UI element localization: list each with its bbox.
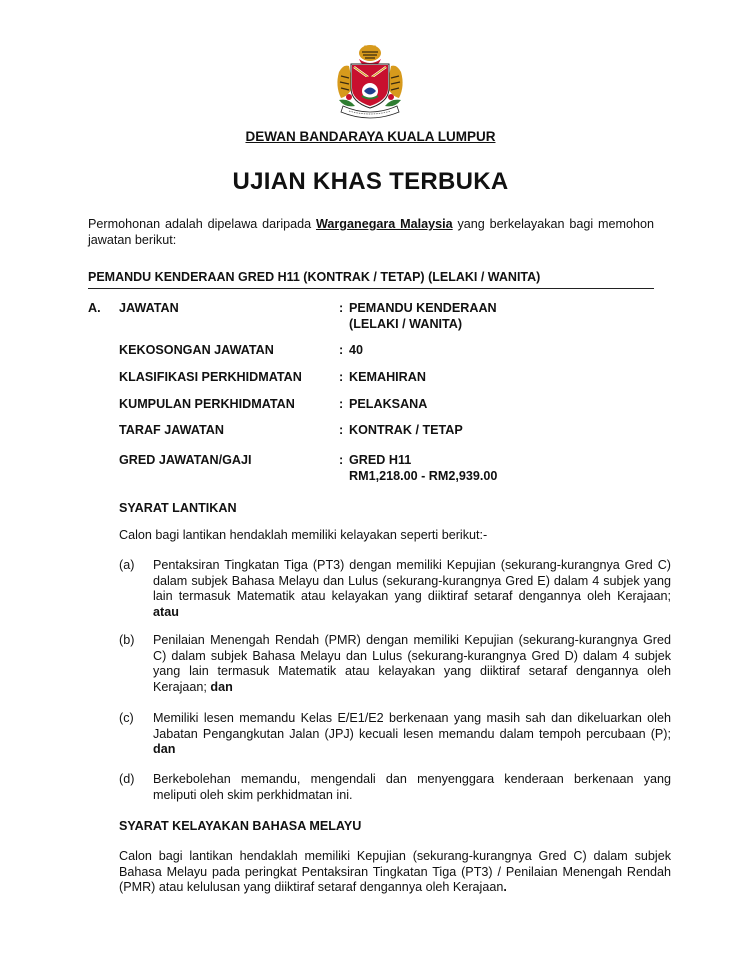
row-value-line: RM1,218.00 - RM2,939.00 [349,468,498,483]
section-heading-syarat-lantikan: SYARAT LANTIKAN [119,501,237,515]
row-colon: : [339,301,344,315]
tiger-crest-icon [359,45,381,66]
list-item-letter: (b) [119,633,135,647]
row-label-kekosongan: KEKOSONGAN JAWATAN [119,343,274,357]
intro-text-start: Permohonan adalah dipelawa daripada [88,217,316,231]
row-value-line: (LELAKI / WANITA) [349,316,463,331]
row-colon: : [339,370,344,384]
post-title: PEMANDU KENDERAAN GRED H11 (KONTRAK / TETAP) (LELAKI / WANITA) [88,270,541,284]
row-colon: : [339,453,344,467]
list-item-body: Penilaian Menengah Rendah (PMR) dengan memiliki Kepujian (sekurang-kurangnya Gred C) dalam subjek Bahasa Melayu dan Lulus (sekurang-kurangnya Gred D) dalam 4 subjek yang lain termasuk Matematik atau kelayakan yang diiktiraf setaraf dengannya oleh Kerajaan; [153,633,671,694]
section-heading-syarat-bahasa: SYARAT KELAYAKAN BAHASA MELAYU [119,819,362,833]
row-colon: : [339,423,344,437]
syarat-lantikan-intro: Calon bagi lantikan hendaklah memiliki kelayakan seperti berikut:- [119,528,488,542]
row-value-kumpulan: PELAKSANA [349,397,428,411]
row-label-klasifikasi: KLASIFIKASI PERKHIDMATAN [119,370,302,384]
row-label-taraf: TARAF JAWATAN [119,423,224,437]
row-label-kumpulan: KUMPULAN PERKHIDMATAN [119,397,295,411]
row-value-gred [349,453,497,484]
divider [88,288,654,289]
list-item-body: Memiliki lesen memandu Kelas E/E1/E2 berkenaan yang masih sah dan dikeluarkan oleh Jabatan Pengangkutan Jalan (JPJ) kecuali lesen memandu dalam tempoh percubaan (P); [153,711,671,741]
list-item-body: Berkebolehan memandu, mengendali dan menyenggara kenderaan berkenaan yang meliputi oleh skim perkhidmatan ini. [153,772,671,802]
section-letter: A. [88,301,101,315]
row-value-jawatan [349,301,497,332]
intro-paragraph [88,217,654,248]
list-item-letter: (c) [119,711,134,725]
shield-icon [351,64,389,108]
row-label-gred: GRED JAWATAN/GAJI [119,453,252,467]
syarat-bahasa-paragraph [119,849,671,896]
list-item-text [153,772,671,803]
row-label-jawatan: JAWATAN [119,301,179,315]
list-item-body: Pentaksiran Tingkatan Tiga (PT3) dengan memiliki Kepujian (sekurang-kurangnya Gred C) dalam subjek Bahasa Melayu dan Lulus (sekurang-kurangnya Gred E) dalam 4 subjek yang lain termasuk Matematik atau kelayakan yang diiktiraf setaraf dengannya oleh Kerajaan; [153,558,671,603]
row-value-kekosongan: 40 [349,343,364,357]
row-value-line: PEMANDU KENDERAAN [349,301,497,315]
row-colon: : [339,343,344,357]
list-item-conjunction: atau [153,604,179,619]
intro-highlight: Warganegara Malaysia [315,217,453,231]
dbkl-crest-logo [331,42,409,120]
row-colon: : [339,397,344,411]
list-item-text [153,633,671,695]
list-item-conjunction: dan [210,679,233,694]
list-item-letter: (d) [119,772,135,786]
list-item-letter: (a) [119,558,135,572]
syarat-bahasa-period: . [503,880,507,894]
organization-name: DEWAN BANDARAYA KUALA LUMPUR [245,129,496,144]
syarat-bahasa-body: Calon bagi lantikan hendaklah memiliki Kepujian (sekurang-kurangnya Gred C) dalam subjek Bahasa Melayu pada peringkat Pentaksiran Tingkatan Tiga (PT3) / Penilaian Menengah Rendah (PMR) atau kelulusan yang diiktiraf setaraf dengannya oleh Kerajaan [119,849,671,894]
row-value-klasifikasi: KEMAHIRAN [349,370,426,384]
row-value-taraf: KONTRAK / TETAP [349,423,463,437]
row-value-line: GRED H11 [349,453,412,467]
intro-text-end: yang berkelayakan bagi memohon jawatan berikut: [88,217,655,247]
list-item-text [153,558,671,620]
page-title: UJIAN KHAS TERBUKA [232,168,509,195]
list-item-text [153,711,671,758]
list-item-conjunction: dan [153,742,176,756]
